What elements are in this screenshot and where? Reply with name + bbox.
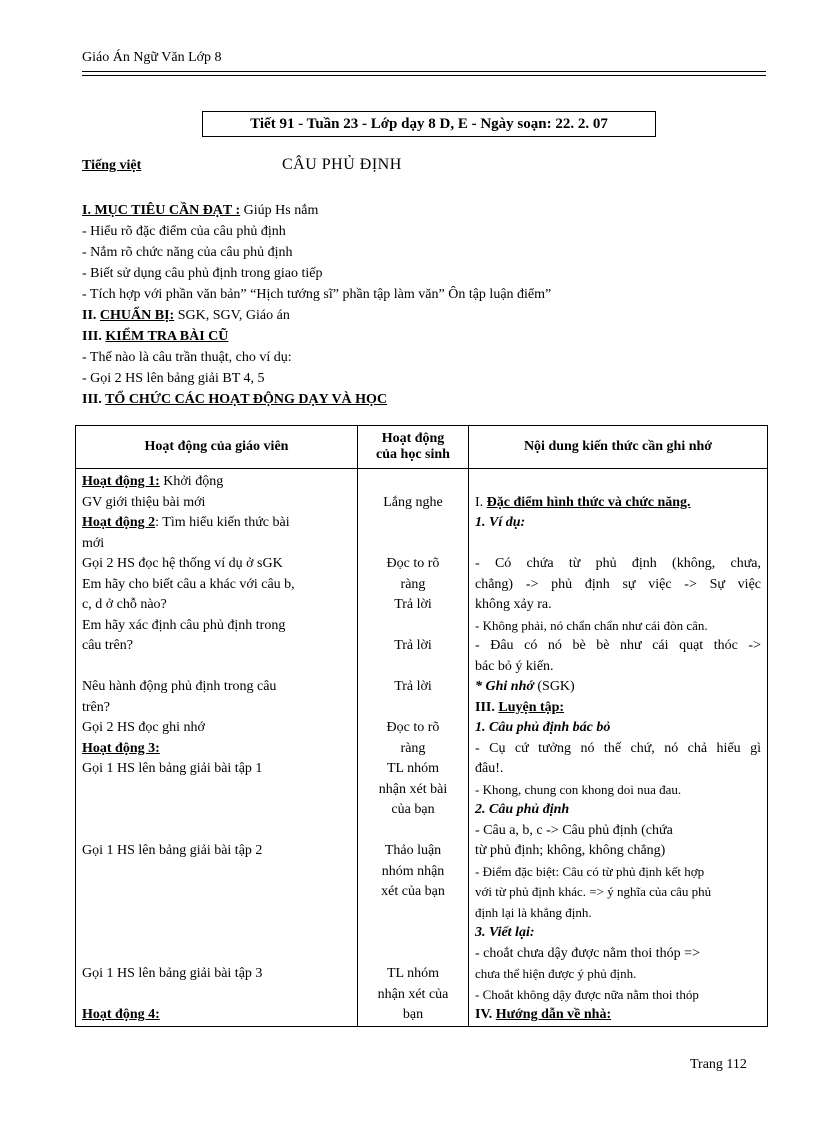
content-line: - Choắt không dậy được nữa nằm thoi thóp — [475, 986, 699, 1002]
student-line: ràng — [400, 740, 426, 756]
content-line: - Câu a, b, c -> Câu phủ định (chứa — [475, 822, 673, 838]
content-line: - Không phải, nó chẩn chẩn như cái đòn cân. — [475, 617, 708, 633]
content-line: - Khong, chung con khong doi nua đau. — [475, 781, 682, 797]
memo-label: * Ghi nhớ — [475, 679, 534, 694]
teacher-line: Em hãy cho biết câu a khác với câu b, — [82, 576, 295, 592]
student-line: Đọc to rõ — [386, 720, 440, 735]
teacher-column — [76, 469, 358, 1027]
prep-heading: CHUẨN BỊ: — [99, 308, 175, 323]
student-line: nhóm nhận — [381, 863, 445, 879]
student-line: Thảo luận — [384, 843, 442, 858]
content-line: bác bỏ ý kiến. — [475, 658, 554, 674]
content-line: không xảy ra. — [475, 597, 552, 612]
student-line: TL nhóm — [387, 761, 439, 776]
check-label: III. — [82, 329, 106, 344]
content-line: - Điểm đặc biệt: Câu có từ phủ định kết hợp — [475, 863, 705, 879]
student-line: của bạn — [391, 802, 435, 817]
teacher-line: Gọi 1 HS lên bảng giải bài tập 3 — [82, 966, 263, 981]
header-student — [358, 426, 469, 469]
activities-table — [75, 425, 768, 1027]
teacher-line: Gọi 1 HS lên bảng giải bài tập 2 — [82, 843, 263, 858]
content-heading-4-num: IV. — [475, 1007, 496, 1022]
content-line: - Đâu có nó bè bè như cái quạt thóc -> — [475, 638, 761, 653]
student-line: Trả lời — [394, 679, 432, 694]
activity-1-text: Khởi động — [159, 474, 224, 489]
header-content: Nội dung kiến thức cần ghi nhớ — [469, 426, 768, 469]
student-line: ràng — [400, 576, 426, 592]
activity-1-label: Hoạt động 1: — [82, 474, 160, 489]
activity-2 — [82, 513, 351, 534]
objective-item: - Nắm rõ chức năng của câu phủ định — [82, 245, 293, 260]
objectives-intro: Giúp Hs nắm — [240, 203, 319, 218]
document-header: Giáo Án Ngữ Văn Lớp 8 — [82, 50, 222, 65]
org-heading: TỔ CHỨC CÁC HOẠT ĐỘNG DẠY VÀ HỌC — [105, 392, 388, 407]
check-heading: KIỂM TRA BÀI CŨ — [105, 329, 229, 344]
header-rule — [82, 71, 766, 72]
content-heading-4-text: Hướng dẫn về nhà: — [495, 1007, 612, 1022]
prep-text: SGK, SGV, Giáo án — [174, 308, 290, 323]
teacher-line: Gọi 2 HS đọc ghi nhớ — [82, 720, 205, 735]
lesson-title: CÂU PHỦ ĐỊNH — [282, 156, 402, 173]
check-item: - Thế nào là câu trần thuật, cho ví dụ: — [82, 350, 292, 365]
teacher-line: c, d ở chỗ nào? — [82, 597, 167, 612]
header-teacher: Hoạt động của giáo viên — [76, 426, 358, 469]
prep-line — [82, 305, 772, 326]
objectives-heading: I. MỤC TIÊU CẦN ĐẠT : — [82, 203, 241, 218]
lesson-sections — [82, 200, 772, 410]
teacher-line: Gọi 1 HS lên bảng giải bài tập 1 — [82, 761, 263, 776]
student-line: Đọc to rõ — [386, 556, 440, 571]
content-heading-3 — [475, 698, 761, 719]
teacher-line: Em hãy xác định câu phủ định trong — [82, 617, 286, 633]
objective-item: - Biết sử dụng câu phủ định trong giao tiếp — [82, 266, 323, 281]
memo-line — [475, 677, 761, 698]
teacher-line: mới — [82, 535, 105, 551]
student-line: nhận xét bài — [378, 781, 448, 797]
objective-item: - Hiểu rõ đặc điểm của câu phủ định — [82, 224, 286, 239]
content-line: - Có chứa từ phủ định (không, chưa, — [475, 556, 761, 571]
content-line: - choắt chưa dậy được nằm thoi thóp => — [475, 945, 700, 961]
prep-label: II. — [82, 308, 100, 323]
content-line: từ phủ định; không, không chẳng) — [475, 843, 666, 858]
activity-1 — [82, 472, 351, 493]
student-column — [358, 469, 469, 1027]
content-heading-1 — [475, 493, 761, 514]
table-row — [76, 469, 768, 1027]
content-heading-1-text: Đặc điểm hình thức và chức năng. — [486, 494, 691, 510]
activity-3: Hoạt động 3: — [82, 740, 160, 756]
subject-label: Tiếng việt — [82, 158, 142, 173]
teacher-line: câu trên? — [82, 638, 133, 653]
org-line — [82, 389, 772, 410]
content-heading-1-num: I. — [475, 494, 487, 510]
org-label: III. — [82, 392, 106, 407]
check-line — [82, 326, 772, 347]
student-line: Trả lời — [394, 597, 432, 612]
teacher-line: trên? — [82, 699, 110, 715]
content-line: đâu!. — [475, 761, 504, 776]
content-line: với từ phủ định khác. => ý nghĩa của câu phủ — [475, 884, 712, 899]
activity-4: Hoạt động 4: — [82, 1007, 160, 1022]
header-student-line1: Hoạt động — [381, 431, 445, 446]
content-heading-3-num: III. — [475, 699, 499, 715]
objective-item: - Tích hợp với phần văn bản” “Hịch tướng sĩ” phần tập làm văn” Ôn tập luận điểm” — [82, 287, 552, 302]
content-line: - Cụ cứ tưởng nó thế chứ, nó chả hiểu gì — [475, 740, 761, 756]
student-line: Lắng nghe — [383, 494, 443, 510]
student-line: nhận xét của — [377, 986, 449, 1002]
check-item: - Gọi 2 HS lên bảng giải BT 4, 5 — [82, 371, 265, 386]
content-heading-4 — [475, 1005, 761, 1026]
content-column — [469, 469, 768, 1027]
memo-text: (SGK) — [533, 679, 575, 694]
student-line: TL nhóm — [387, 966, 439, 981]
teacher-line: Nêu hành động phủ định trong câu — [82, 679, 277, 694]
table-header-row — [76, 426, 768, 469]
activity-2-text: : Tìm hiểu kiến thức bài — [155, 515, 290, 530]
content-subheading: 3. Viết lại: — [475, 925, 535, 940]
lesson-info-box: Tiết 91 - Tuần 23 - Lớp dạy 8 D, E - Ngày soạn: 22. 2. 07 — [202, 111, 656, 137]
student-line: xét của bạn — [381, 884, 445, 899]
teacher-line: Gọi 2 HS đọc hệ thống ví dụ ở sGK — [82, 556, 283, 571]
activity-2-label: Hoạt động 2 — [82, 515, 156, 530]
student-line: bạn — [402, 1007, 424, 1022]
content-line: chẳng) -> phủ định sự việc -> Sự việc — [475, 576, 761, 592]
content-line: chưa thể hiện được ý phủ định. — [475, 966, 637, 981]
header-student-line2: của học sinh — [376, 447, 450, 462]
page-number: Trang 112 — [690, 1057, 747, 1072]
header-rule-thin — [82, 75, 766, 76]
teacher-line: GV giới thiệu bài mới — [82, 494, 206, 510]
content-line: định lại là khẳng định. — [475, 904, 592, 920]
content-heading-3-text: Luyện tập: — [498, 699, 565, 715]
student-line: Trả lời — [394, 638, 432, 653]
content-subheading: 1. Ví dụ: — [475, 515, 526, 530]
objectives-line — [82, 200, 772, 221]
content-subheading: 2. Câu phủ định — [475, 802, 570, 817]
content-subheading: 1. Câu phủ định bác bỏ — [475, 720, 611, 735]
